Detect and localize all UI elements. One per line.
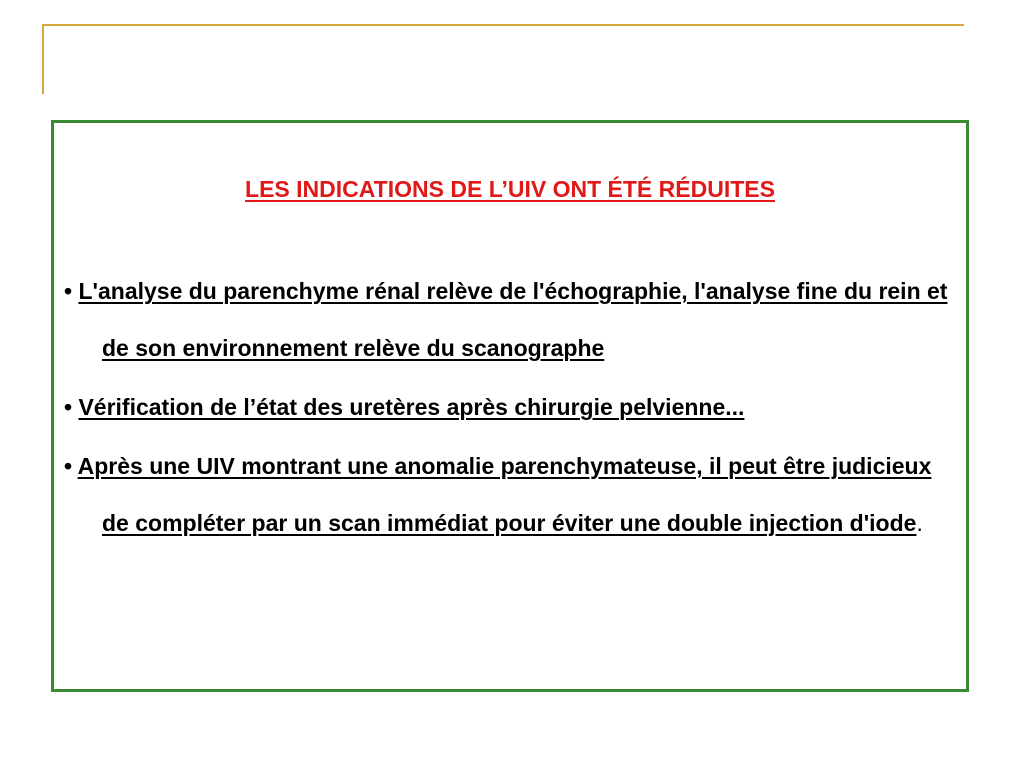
bullet-item-3 (64, 438, 959, 552)
bullet-text: L'analyse du parenchyme rénal relève de l'échographie, l'analyse fine du rein et de son environnement relève du scanographe (78, 278, 948, 361)
bullet-text: Après une UIV montrant une anomalie parenchymateuse, il peut être judicieux de compléter par un scan immédiat pour éviter une double injection d'iode (77, 453, 932, 536)
slide-title: LES INDICATIONS DE L’UIV ONT ÉTÉ RÉDUITES (245, 176, 775, 202)
bullet-list (64, 263, 959, 552)
bullet-marker: • (64, 394, 73, 420)
bullet-marker: • (64, 453, 73, 479)
bullet-text: Vérification de l’état des uretères après chirurgie pelvienne... (78, 394, 745, 420)
bullet-item-2 (64, 379, 959, 436)
bullet-tail: . (916, 510, 923, 536)
bullet-marker: • (64, 278, 73, 304)
bullet-item-1 (64, 263, 959, 377)
content-box (51, 120, 969, 692)
decorative-top-line (42, 24, 964, 26)
decorative-left-line (42, 24, 44, 94)
